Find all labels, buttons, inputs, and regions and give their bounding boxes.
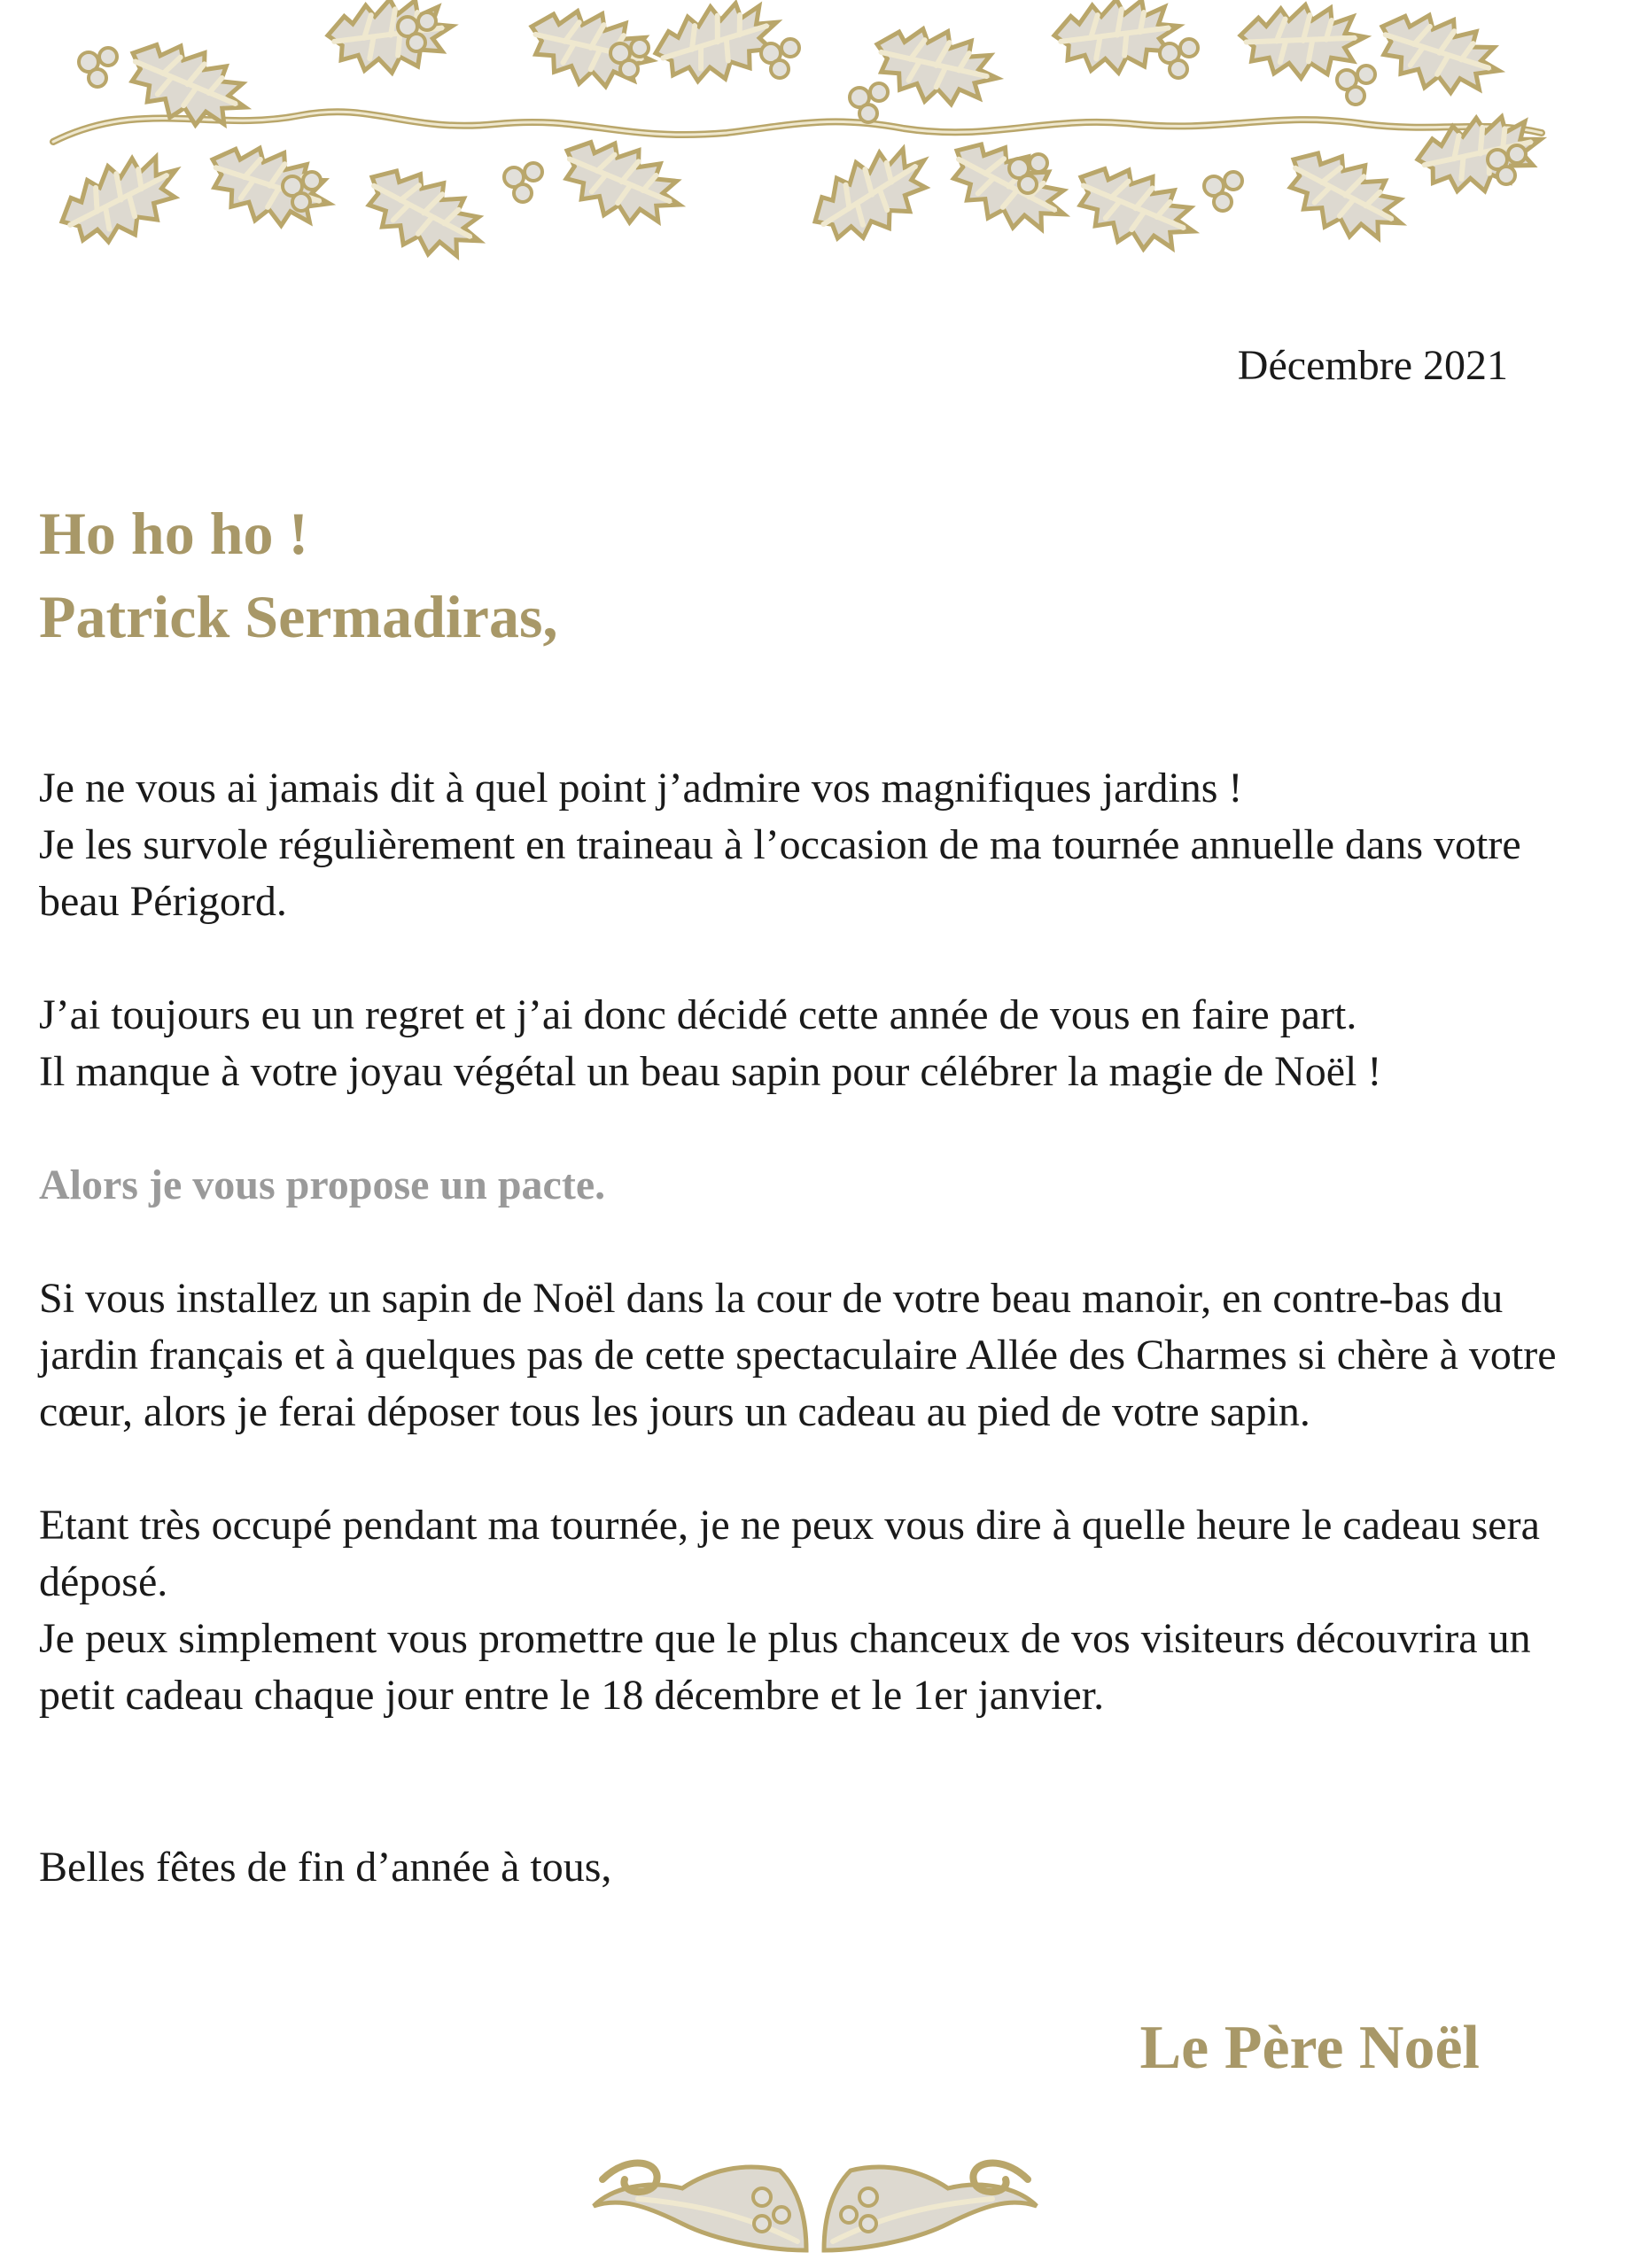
paragraph-4-line-2: Je peux simplement vous promettre que le plus chanceux de vos visiteurs découvrira un petit cadeau chaque jour entre le 18 décembre et le 1er janvier. [39, 1615, 1531, 1719]
paragraph-1-line-1: Je ne vous ai jamais dit à quel point j’admire vos magnifiques jardins ! [39, 765, 1243, 812]
closing: Belles fêtes de fin d’année à tous, [39, 1844, 612, 1891]
paragraph-1-line-2: Je les survole régulièrement en traineau à l’occasion de ma tournée annuelle dans votre beau Périgord. [39, 821, 1521, 925]
greeting [39, 492, 557, 658]
letter-date: Décembre 2021 [1237, 342, 1508, 389]
paragraph-3: Si vous installez un sapin de Noël dans la cour de votre beau manoir, en contre-bas du jardin français et à quelques pas de cette spectaculaire Allée des Charmes si chère à votre cœur, alors je ferai déposer tous les jours un cadeau au pied de votre sapin. [39, 1275, 1557, 1435]
signature: Le Père Noël [1139, 2014, 1480, 2082]
paragraph-2-line-2: Il manque à votre joyau végétal un beau sapin pour célébrer la magie de Noël ! [39, 1048, 1382, 1095]
paragraph-4-line-1: Etant très occupé pendant ma tournée, je ne peux vous dire à quelle heure le cadeau sera déposé. [39, 1502, 1540, 1605]
greeting-line-1: Ho ho ho ! [39, 500, 309, 567]
holly-garland-icon [35, 0, 1559, 266]
letter-body [39, 760, 1598, 1896]
paragraph-2-line-1: J’ai toujours eu un regret et j’ai donc décidé cette année de vous en faire part. [39, 991, 1357, 1038]
holly-ornament-icon [585, 2144, 1046, 2268]
recipient-name: Patrick Sermadiras, [39, 583, 558, 650]
pact-heading: Alors je vous propose un pacte. [39, 1161, 606, 1208]
